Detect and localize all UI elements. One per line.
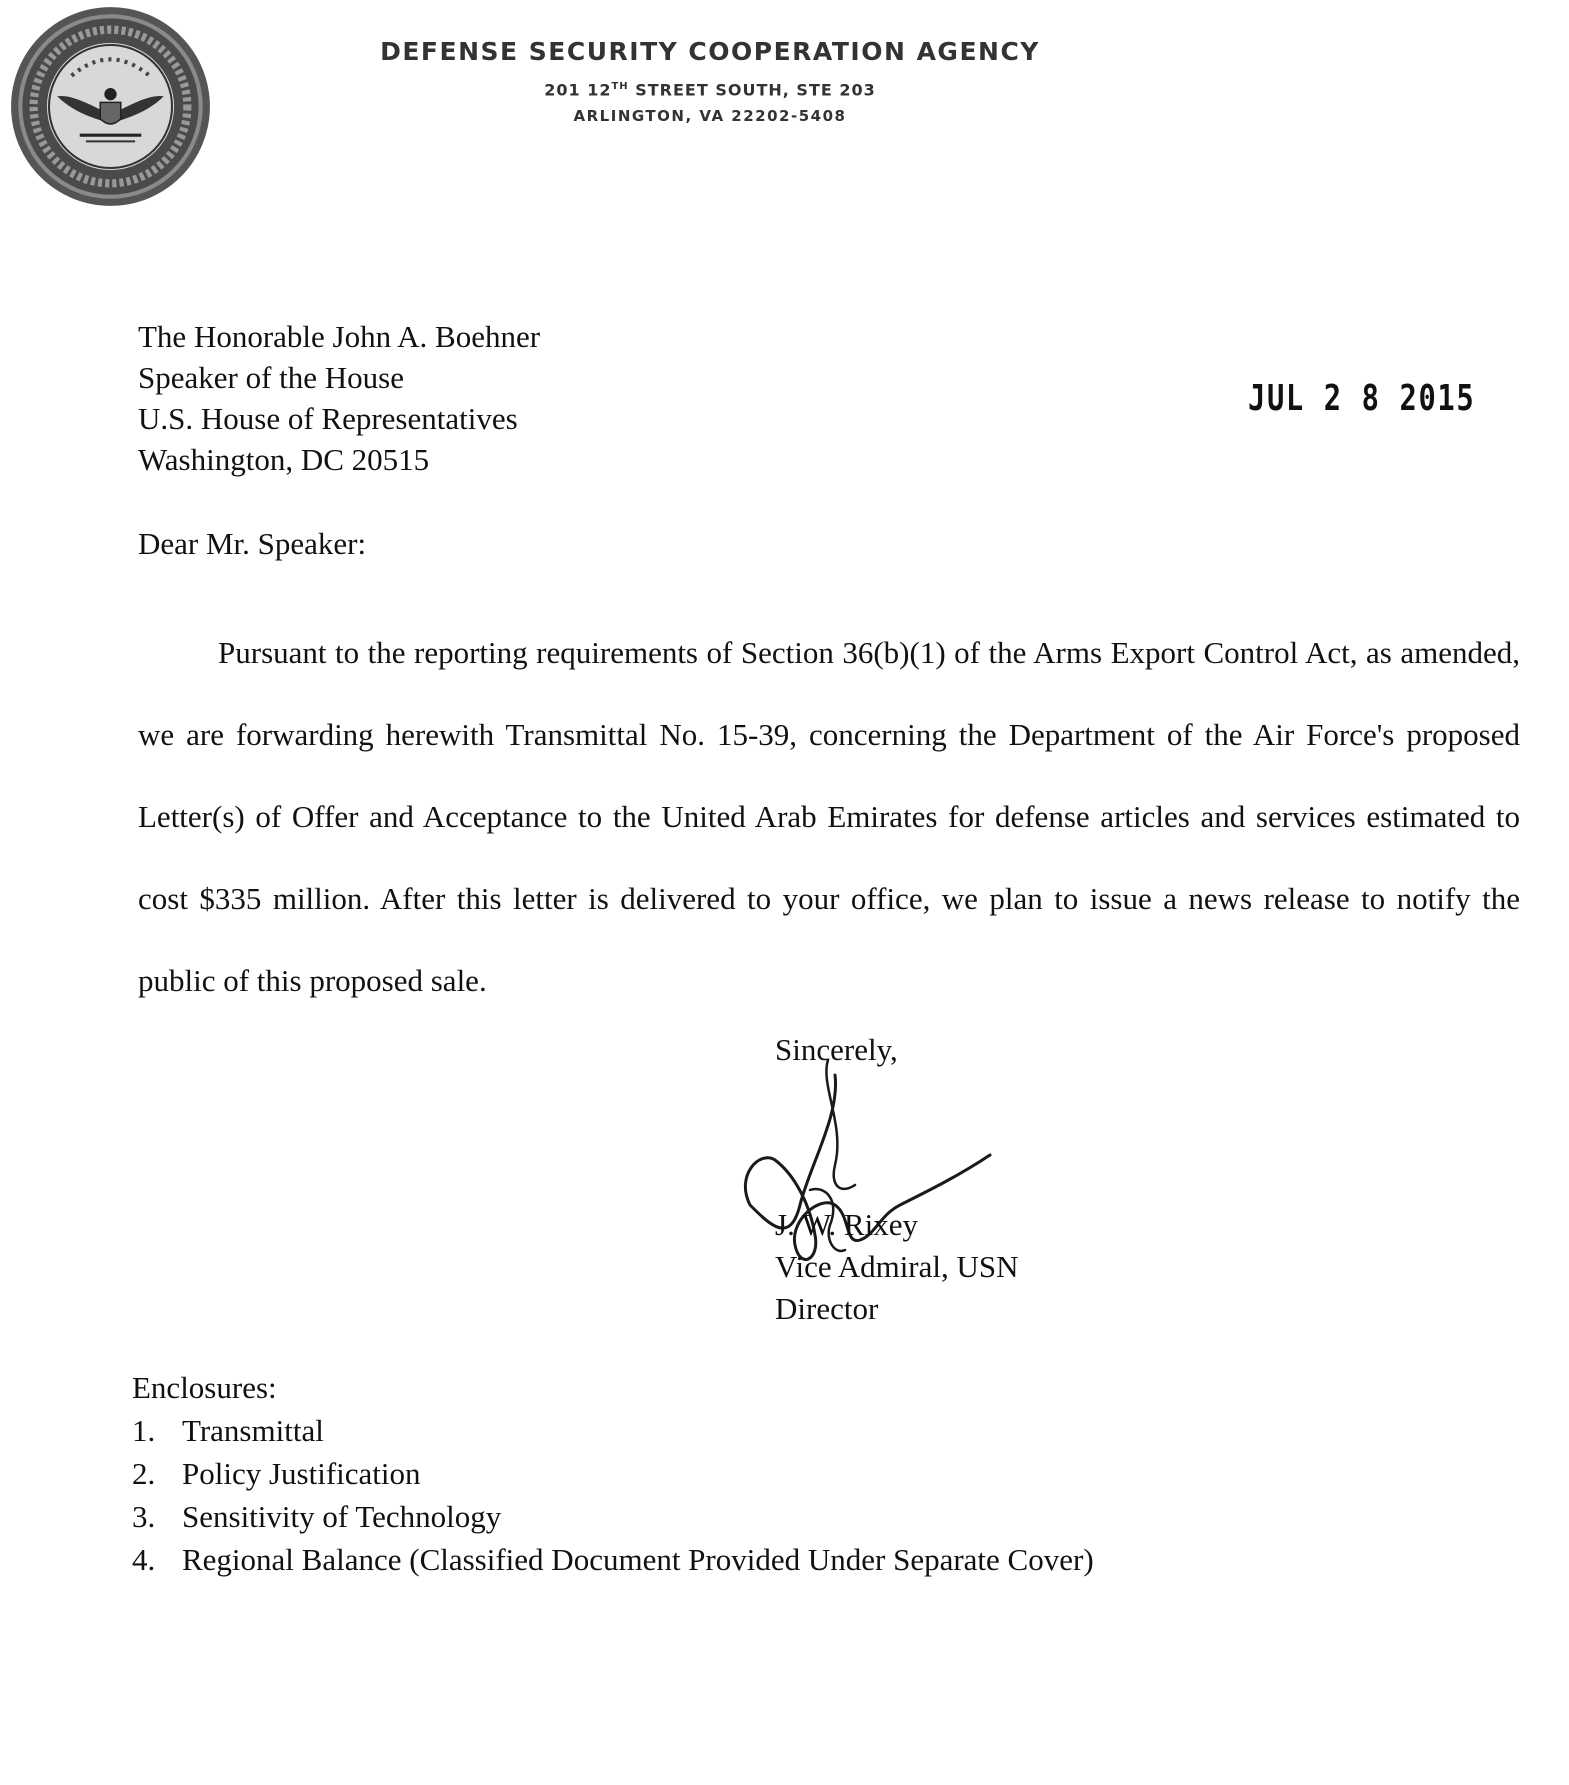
salutation: Dear Mr. Speaker: <box>138 526 367 561</box>
signer-block <box>775 1204 1019 1330</box>
agency-address-line2: ARLINGTON, VA 22202-5408 <box>573 107 847 126</box>
address-number: 201 12 <box>544 80 612 100</box>
recipient-block <box>138 316 540 480</box>
agency-address-line1 <box>330 76 1090 101</box>
signer-rank: Vice Admiral, USN <box>775 1249 1019 1284</box>
list-item-text: Regional Balance (Classified Document Provided Under Separate Cover) <box>182 1542 1094 1577</box>
list-item <box>132 1452 1094 1495</box>
enclosures-list <box>132 1366 1094 1581</box>
list-item-text: Transmittal <box>182 1413 324 1448</box>
list-item <box>132 1538 1094 1581</box>
agency-name: DEFENSE SECURITY COOPERATION AGENCY <box>380 37 1040 66</box>
enclosures-heading: Enclosures: <box>132 1370 277 1405</box>
date-stamp: JUL 2 8 2015 <box>1248 378 1476 419</box>
recipient-title: Speaker of the House <box>138 360 404 395</box>
address-street: STREET SOUTH, STE 203 <box>628 80 876 100</box>
list-item-text: Sensitivity of Technology <box>182 1499 502 1534</box>
dod-seal-icon <box>8 4 213 209</box>
recipient-name: The Honorable John A. Boehner <box>138 319 541 354</box>
address-ordinal: TH <box>611 81 629 92</box>
letter-body: Pursuant to the reporting requirements of Section 36(b)(1) of the Arms Export Control Act, as amended, we are forwarding herewith Transmittal No. 15-39, concerning the Department of the Air Force's proposed Letter(s) of Offer and Acceptance to the United Arab Emirates for defense articles and services estimated to cost $335 million. After this letter is delivered to your office, we plan to issue a news release to notify the public of this proposed sale. <box>138 635 1520 998</box>
list-item-text: Policy Justification <box>182 1456 421 1491</box>
signer-position: Director <box>775 1291 879 1326</box>
letterhead <box>330 36 1090 127</box>
recipient-address: Washington, DC 20515 <box>138 442 430 477</box>
signer-name: J. W. Rixey <box>775 1207 918 1242</box>
list-item <box>132 1495 1094 1538</box>
list-item-number: 2. <box>132 1456 156 1491</box>
closing: Sincerely, <box>775 1032 898 1067</box>
list-item-number: 4. <box>132 1542 156 1577</box>
list-item <box>132 1409 1094 1452</box>
recipient-organization: U.S. House of Representatives <box>138 401 518 436</box>
list-item-number: 3. <box>132 1499 156 1534</box>
list-item-number: 1. <box>132 1413 156 1448</box>
